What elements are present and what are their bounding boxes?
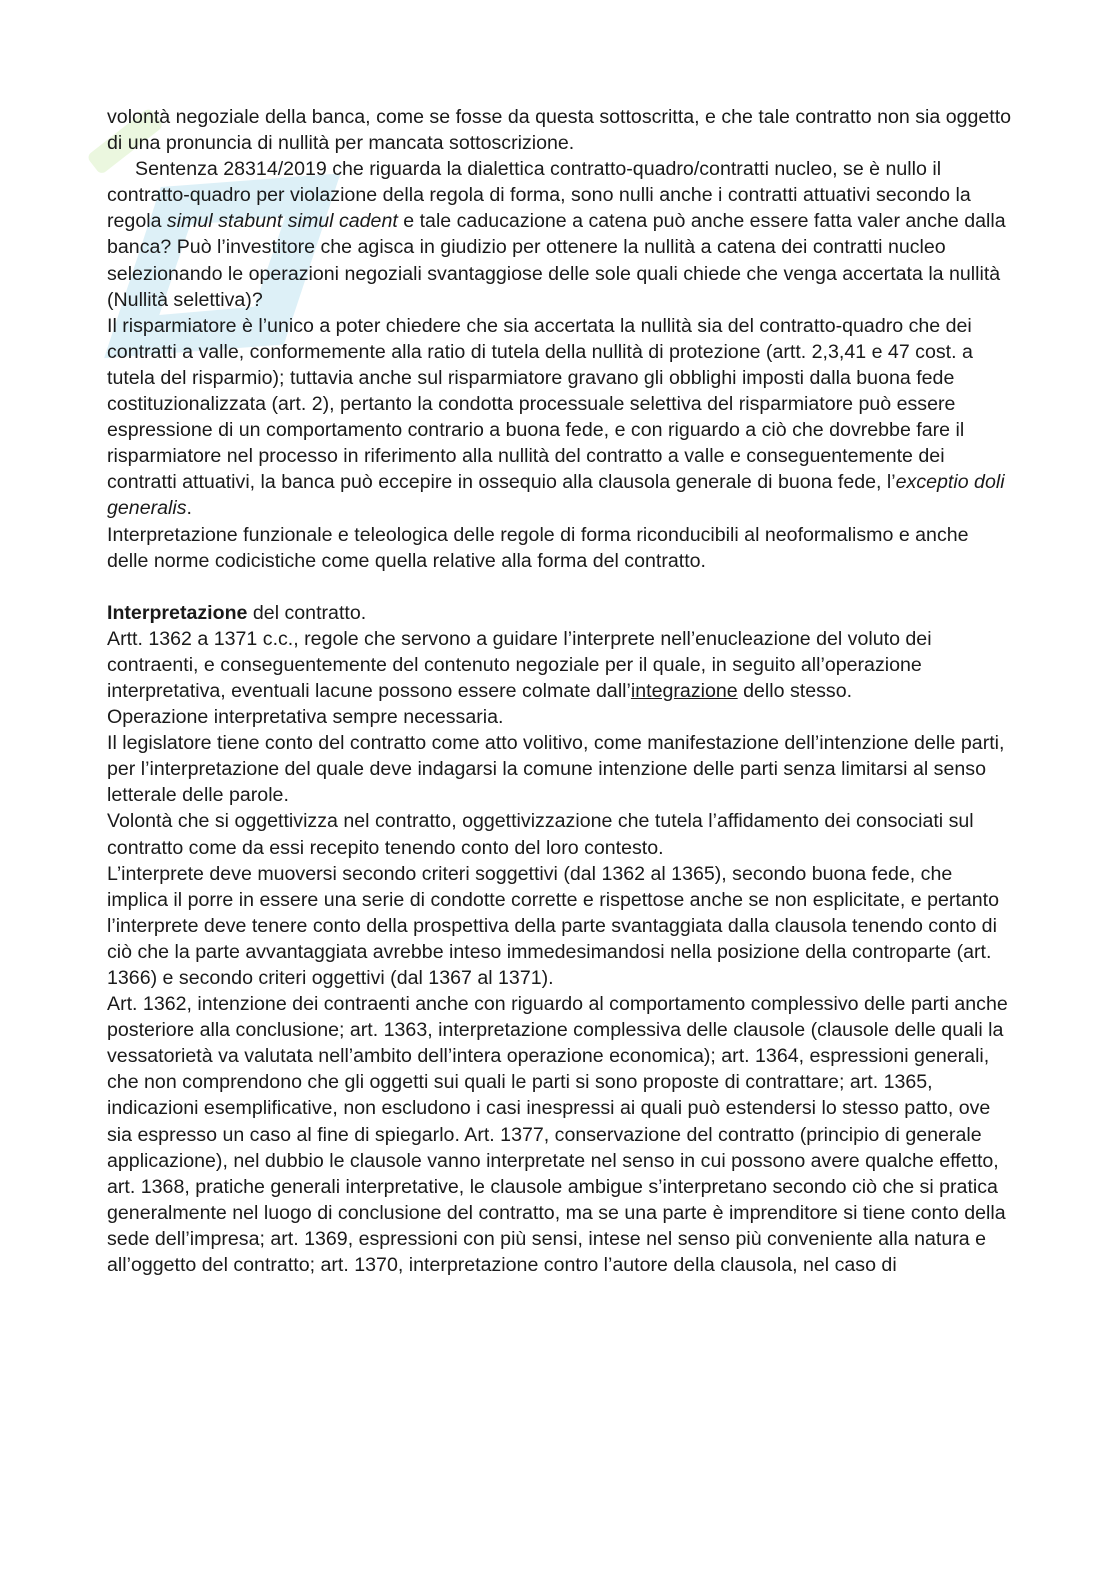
paragraph: Operazione interpretativa sempre necessaria.	[107, 706, 504, 729]
paragraph: Artt. 1362 a 1371 c.c., regole che servono a guidare l’interprete nell’enucleazione del voluto dei contraenti, e conseguentemente del contenuto negoziale per il quale, in seguito all’operazione interpretativa, eventuali lacune possono essere colmate dall’integrazione dello stesso.	[107, 627, 932, 702]
link-integrazione: integrazione	[630, 679, 738, 702]
document-body	[107, 104, 1012, 1278]
paragraph: volontà negoziale della banca, come se fosse da questa sottoscritta, e che tale contratto non sia oggetto di una pronuncia di nullità per mancata sottoscrizione.	[107, 106, 1012, 155]
paragraph: Volontà che si oggettivizza nel contratto, oggettivizzazione che tutela l’affidamento dei consociati sul contratto come da essi recepito tenendo conto del loro contesto.	[107, 810, 974, 859]
paragraph: Il legislatore tiene conto del contratto come atto volitivo, come manifestazione dell’intenzione delle parti, per l’interpretazione del quale deve indagarsi la comune intenzione delle parti senza limitarsi al senso letterale delle parole.	[107, 732, 1005, 807]
section-gap	[107, 574, 1012, 600]
paragraph: Interpretazione funzionale e teleologica delle regole di forma riconducibili al neoformalismo e anche delle norme codicistiche come quella relative alla forma del contratto.	[107, 523, 969, 572]
paragraph: L’interprete deve muoversi secondo criteri soggettivi (dal 1362 al 1365), secondo buona fede, che implica il porre in essere una serie di condotte corrette e rispettose anche se non esplicitate, e pertanto l’interprete deve tenere conto della prospettiva della parte svantaggiata dalla clausola tenendo conto di ciò che la parte avvantaggiata avrebbe inteso immedesimandosi nella posizione della controparte (art. 1366) e secondo criteri oggettivi (dal 1367 al 1371).	[107, 862, 1000, 989]
paragraph: Sentenza 28314/2019 che riguarda la dialettica contratto-quadro/contratti nucleo, se è nullo il contratto-quadro per violazione della regola di forma, sono nulli anche i contratti attuativi secondo la regola simul stabunt simul cadent e tale caducazione a catena può anche essere fatta valer anche dalla banca? Può l’investitore che agisca in giudizio per ottenere la nullità a catena dei contratti nucleo selezionando le operazioni negoziali svantaggiose delle sole quali chiede che venga accertata la nullità (Nullità selettiva)?	[107, 158, 1006, 311]
section-heading: Interpretazione del contratto.	[107, 601, 367, 624]
paragraph: Il risparmiatore è l’unico a poter chiedere che sia accertata la nullità sia del contratto-quadro che dei contratti a valle, conformemente alla ratio di tutela della nullità di protezione (artt. 2,3,41 e 47 cost. a tutela del risparmio); tuttavia anche sul risparmiatore gravano gli obblighi imposti dalla buona fede costituzionalizzata (art. 2), pertanto la condotta processuale selettiva del risparmiatore può essere espressione di un comportamento contrario a buona fede, e con riguardo a ciò che dovrebbe fare il risparmiatore nel processo in riferimento alla nullità del contratto a valle e conseguentemente dei contratti attuativi, la banca può eccepire in ossequio alla clausola generale di buona fede, l’exceptio doli generalis.	[107, 314, 1005, 520]
paragraph: Art. 1362, intenzione dei contraenti anche con riguardo al comportamento complessivo delle parti anche posteriore alla conclusione; art. 1363, interpretazione complessiva delle clausole (clausole delle quali la vessatorietà va valutata nell’ambito dell’intera operazione economica); art. 1364, espressioni generali, che non comprendono che gli oggetti sui quali le parti si sono proposte di contrattare; art. 1365, indicazioni esemplificative, non escludono i casi inespressi ai quali può estendersi lo stesso patto, ove sia espresso un caso al fine di spiegarlo. Art. 1377, conservazione del contratto (principio di generale applicazione), nel dubbio le clausole vanno interpretate nel senso in cui possono avere qualche effetto, art. 1368, pratiche generali interpretative, le clausole ambigue s’interpretano secondo ciò che si pratica generalmente nel luogo di conclusione del contratto, ma se una parte è imprenditore si tiene conto della sede dell’impresa; art. 1369, espressioni con più sensi, intese nel senso più conveniente alla natura e all’oggetto del contratto; art. 1370, interpretazione contro l’autore della clausola, nel caso di	[107, 993, 1008, 1277]
